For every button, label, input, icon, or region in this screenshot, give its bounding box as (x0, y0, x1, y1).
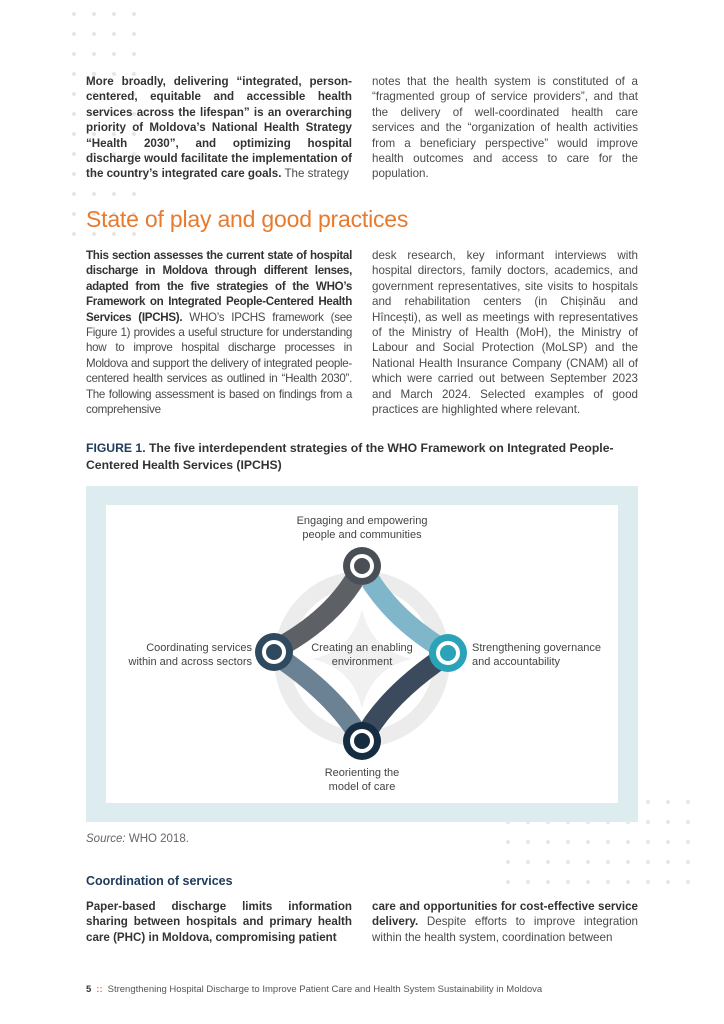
figure-caption (86, 440, 642, 474)
decorative-dot (646, 800, 650, 804)
node-top (343, 547, 381, 585)
decorative-dot (526, 840, 530, 844)
intro-col-left (86, 74, 352, 182)
decorative-dot (686, 800, 690, 804)
decorative-dot (666, 860, 670, 864)
decorative-dot (72, 52, 76, 56)
decorative-dot (646, 860, 650, 864)
state-lead-bold: This section assesses the current state of hospital discharge in Moldova through different lenses, adapted from the five strategies of the WHO’s Framework on Integrated People-Centered Health Services (IPCHS). (86, 249, 352, 324)
decorative-dot (112, 192, 116, 196)
decorative-dot (666, 880, 670, 884)
decorative-dot (72, 172, 76, 176)
footer-title: Strengthening Hospital Discharge to Improve Patient Care and Health System Sustainability in Moldova (107, 984, 543, 995)
coordination-right-bold: care and opportunities for cost-effective service delivery. (372, 900, 638, 929)
state-col-left (86, 248, 352, 417)
decorative-dot (526, 860, 530, 864)
coordination-right-rest: Despite efforts to improve integration within the health system, coordination between (372, 915, 638, 944)
decorative-dot (506, 840, 510, 844)
page-footer (86, 984, 542, 995)
figure-source (86, 833, 189, 845)
state-lead-rest: WHO’s IPCHS framework (see Figure 1) provides a useful structure for understanding how to improve hospital discharge processes in Moldova and support the delivery of integrated people-centered health services as outlined in “Health 2030”. The following assessment is based on findings from a comprehensive (86, 310, 353, 417)
decorative-dot (72, 72, 76, 76)
label-reorienting-model: Reorienting the model of care (324, 767, 400, 793)
decorative-dot (112, 52, 116, 56)
decorative-dot (72, 92, 76, 96)
decorative-dot (112, 12, 116, 16)
node-bottom (343, 722, 381, 760)
figure-title: The five interdependent strategies of the WHO Framework on Integrated People-Centered Health Services (IPCHS) (86, 441, 614, 472)
decorative-dot (546, 880, 550, 884)
decorative-dot (72, 132, 76, 136)
decorative-dot (566, 840, 570, 844)
decorative-dot (666, 820, 670, 824)
decorative-dot (546, 840, 550, 844)
section-heading-state-of-play: State of play and good practices (86, 206, 409, 232)
decorative-dot (606, 860, 610, 864)
decorative-dot (92, 52, 96, 56)
decorative-dot (526, 880, 530, 884)
decorative-dot (72, 112, 76, 116)
label-engaging-empowering: Engaging and empowering people and communities (296, 515, 428, 541)
intro-col-right: notes that the health system is constituted of a “fragmented group of service providers”, and that the delivery of well-coordinated health care services and the “organization of health activities from a beneficiary perspective” would improve health outcomes and access to care for the population. (372, 75, 638, 181)
decorative-dot (626, 880, 630, 884)
subheading-coordination: Coordination of services (86, 874, 233, 888)
decorative-dot (132, 12, 136, 16)
figure-number: FIGURE 1. (86, 441, 146, 455)
label-coordinating-services: Coordinating services within and across sectors (128, 642, 252, 668)
source-text: WHO 2018. (125, 833, 189, 845)
node-left (255, 633, 293, 671)
decorative-dot (646, 880, 650, 884)
decorative-dot (686, 860, 690, 864)
footer-separator: :: (96, 984, 103, 995)
intro-lead-rest: The strategy (281, 167, 349, 181)
decorative-dot (626, 860, 630, 864)
decorative-dot (92, 32, 96, 36)
decorative-dot (566, 860, 570, 864)
decorative-dot (72, 212, 76, 216)
decorative-dot (686, 840, 690, 844)
state-col-right: desk research, key informant interviews with hospital directors, family doctors, academics, and government representatives, site visits to hospitals and rehabilitation centers (in Chișinău and Hîncești), as well as meetings with representatives of the Ministry of Health (MoH), the Ministry of Labour and Social Protection (MoLSP) and the National Health Insurance Company (CNAM) all of which were carried out between September 2023 and March 2024. Selected examples of good practices are highlighted where relevant. (372, 249, 638, 417)
decorative-dot (686, 880, 690, 884)
intro-lead-bold: More broadly, delivering “integrated, person-centered, equitable and accessible health services across the lifespan” is an overarching priority of Moldova’s National Health Strategy “Health 2030”, and optimizing hospital discharge would facilitate the implementation of the country’s integrated care goals. (86, 75, 352, 181)
coordination-col-left (86, 899, 352, 945)
coordination-lead-bold: Paper-based discharge limits information sharing between hospitals and primary health care (PHC) in Moldova, compromising patient (86, 900, 352, 944)
decorative-dot (606, 840, 610, 844)
decorative-dot (506, 860, 510, 864)
node-right (429, 634, 467, 672)
decorative-dot (606, 880, 610, 884)
decorative-dot (666, 800, 670, 804)
decorative-dot (546, 860, 550, 864)
decorative-dot (666, 840, 670, 844)
decorative-dot (586, 880, 590, 884)
coordination-columns (86, 899, 638, 945)
label-strengthening-governance: Strengthening governance and accountability (472, 642, 602, 668)
decorative-dot (506, 880, 510, 884)
decorative-dot (646, 820, 650, 824)
decorative-dot (92, 12, 96, 16)
decorative-dot (132, 192, 136, 196)
decorative-dot (72, 152, 76, 156)
decorative-dot (132, 52, 136, 56)
decorative-dot (132, 32, 136, 36)
decorative-dot (72, 32, 76, 36)
source-label: Source: (86, 833, 126, 845)
decorative-dot (72, 232, 76, 236)
decorative-dot (112, 32, 116, 36)
intro-columns (86, 74, 638, 182)
decorative-dot (646, 840, 650, 844)
coordination-col-right (372, 899, 638, 945)
decorative-dot (626, 840, 630, 844)
label-enabling-environment: Creating an enabling environment (311, 642, 413, 668)
decorative-dot (72, 12, 76, 16)
decorative-dot (586, 840, 590, 844)
decorative-dot (72, 192, 76, 196)
figure-frame (86, 486, 638, 822)
decorative-dot (686, 820, 690, 824)
page-number: 5 (86, 984, 92, 995)
decorative-dot (586, 860, 590, 864)
state-columns (86, 248, 638, 417)
figure-diagram (106, 505, 618, 803)
decorative-dot (566, 880, 570, 884)
decorative-dot (92, 192, 96, 196)
